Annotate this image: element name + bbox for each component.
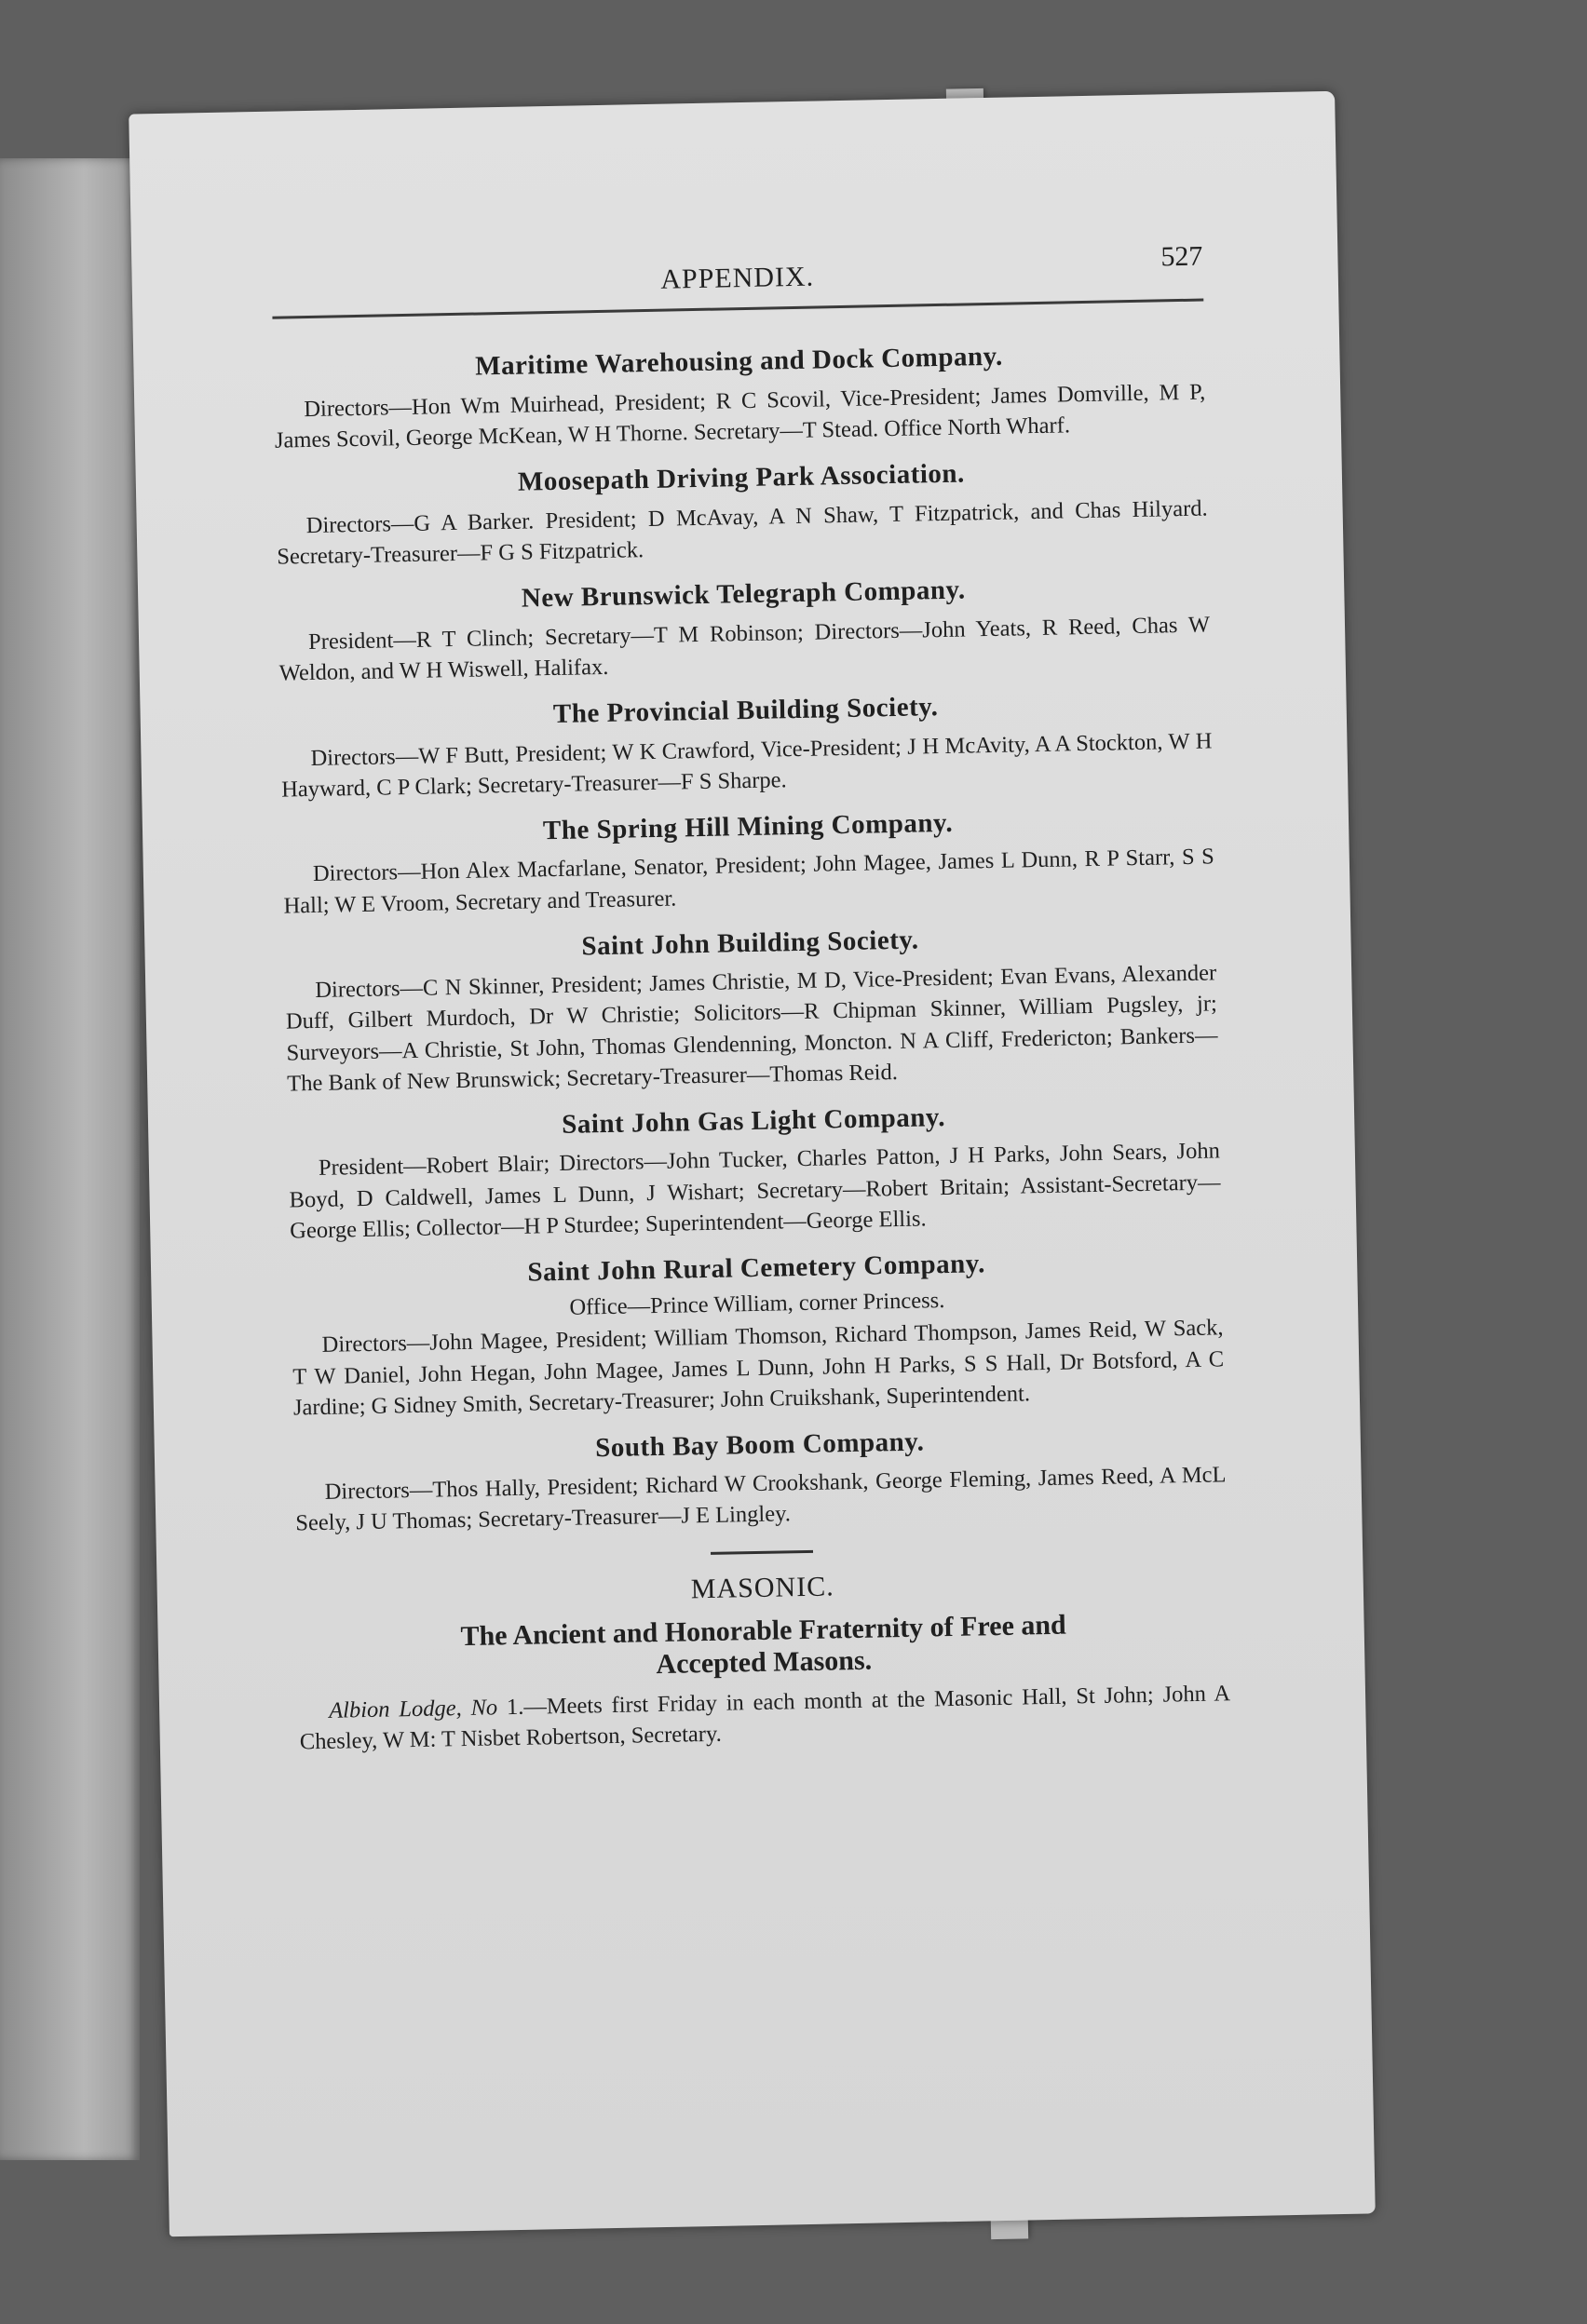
masonic-title [297,1606,1229,1688]
entry-body: President—R T Clinch; Secretary—T M Robinson; Directors—John Yeats, R Reed, Chas W Weldon, and W H Wiswell, Halifax. [278,612,1211,686]
entry-spring-hill-mining [282,802,1215,921]
entry-moosepath-driving-park [276,453,1209,572]
entry-title: Maritime Warehousing and Dock Company. [474,341,1003,382]
entry-saint-john-gas-light [288,1096,1222,1246]
running-head: APPENDIX. [659,261,815,295]
lodge-entry [299,1678,1231,1757]
lodge-details: 1.—Meets first Friday in each month at the Masonic Hall, St John; John A Chesley, W M: T Nisbet Robertson, Secretary. [299,1680,1231,1755]
lodge-name: Albion Lodge, No [328,1694,498,1723]
entry-saint-john-rural-cemetery [291,1243,1225,1423]
page-content [271,234,1231,1758]
entry-title: The Provincial Building Society. [552,691,939,729]
entry-body: Directors—W F Butt, President; W K Crawford, Vice-President; J H McAvity, A A Stockton, W H Hayward, C P Clark; Secretary-Treasurer—F S Sharpe. [280,728,1213,803]
entry-office: Office—Prince William, corner Princess. [569,1288,945,1321]
entry-title: Saint John Gas Light Company. [561,1101,946,1140]
entry-south-bay-boom [294,1420,1228,1539]
entry-maritime-warehousing [273,337,1206,456]
entry-provincial-building [279,685,1213,804]
entry-body: Directors—John Magee, President; William Thomson, Richard Thompson, James Reid, W Sack, T W Daniel, John Hegan, John Magee, James L Dunn, John H Parks, S S Hall, Dr Botsford, A C Jardine; G Sidney Smith, Secretary-Treasurer; John Cruikshank, Superintendent. [292,1315,1225,1421]
facing-page-edge [0,158,140,2160]
entry-body: Directors—C N Skinner, President; James Christie, M D, Vice-President; Evan Evans, Alexander Duff, Gilbert Murdoch, Dr W Christie; Solicitors—R Chipman Skinner, William Pugsley, jr; Surveyors—A Christie, St John, Thomas Glendenning, Moncton. N A Cliff, Fredericton; Bankers—The Bank of New Brunswick; Secretary-Treasurer—Thomas Reid. [285,960,1218,1097]
entry-title: New Brunswick Telegraph Company. [521,574,966,614]
section-divider [711,1549,813,1554]
entry-title: Moosepath Driving Park Association. [517,458,966,497]
entry-title: South Bay Boom Company. [594,1426,925,1463]
masonic-title-line: The Ancient and Honorable Fraternity of Free and [460,1609,1067,1652]
entry-saint-john-building [284,918,1218,1099]
entry-nb-telegraph [278,569,1211,688]
entry-title: Saint John Rural Cemetery Company. [527,1248,986,1288]
entry-title: The Spring Hill Mining Company. [542,807,954,845]
entry-body: President—Robert Blair; Directors—John Tucker, Charles Patton, J H Parks, John Sears, John Boyd, D Caldwell, James L Dunn, J Wishart; Secretary—Robert Britain; Assistant-Secretary—George Ellis; Collector—H P Sturdee; Superintendent—George Ellis. [289,1138,1221,1244]
entry-body: Directors—G A Barker. President; D McAvay, A N Shaw, T Fitzpatrick, and Chas Hilyard. Secretary-Treasurer—F G S Fitzpatrick. [277,495,1208,570]
entry-body: Directors—Hon Alex Macfarlane, Senator, President; John Magee, James L Dunn, R P Starr, S S Hall; W E Vroom, Secretary and Treasurer. [283,844,1215,919]
document-page [129,91,1376,2236]
entry-title: Saint John Building Society. [581,925,919,962]
page-header [271,234,1203,319]
section-heading-masonic: MASONIC. [690,1570,834,1604]
page-number: 527 [1160,240,1203,273]
entry-body: Directors—Hon Wm Muirhead, President; R C Scovil, Vice-President; James Domville, M P, James Scovil, George McKean, W H Thorne. Secretary—T Stead. Office North Wharf. [274,379,1206,453]
entry-body: Directors—Thos Hally, President; Richard W Crookshank, George Fleming, James Reed, A McL Seely, J U Thomas; Secretary-Treasurer—J E Lingley. [295,1462,1227,1536]
masonic-title-line: Accepted Masons. [656,1644,873,1681]
